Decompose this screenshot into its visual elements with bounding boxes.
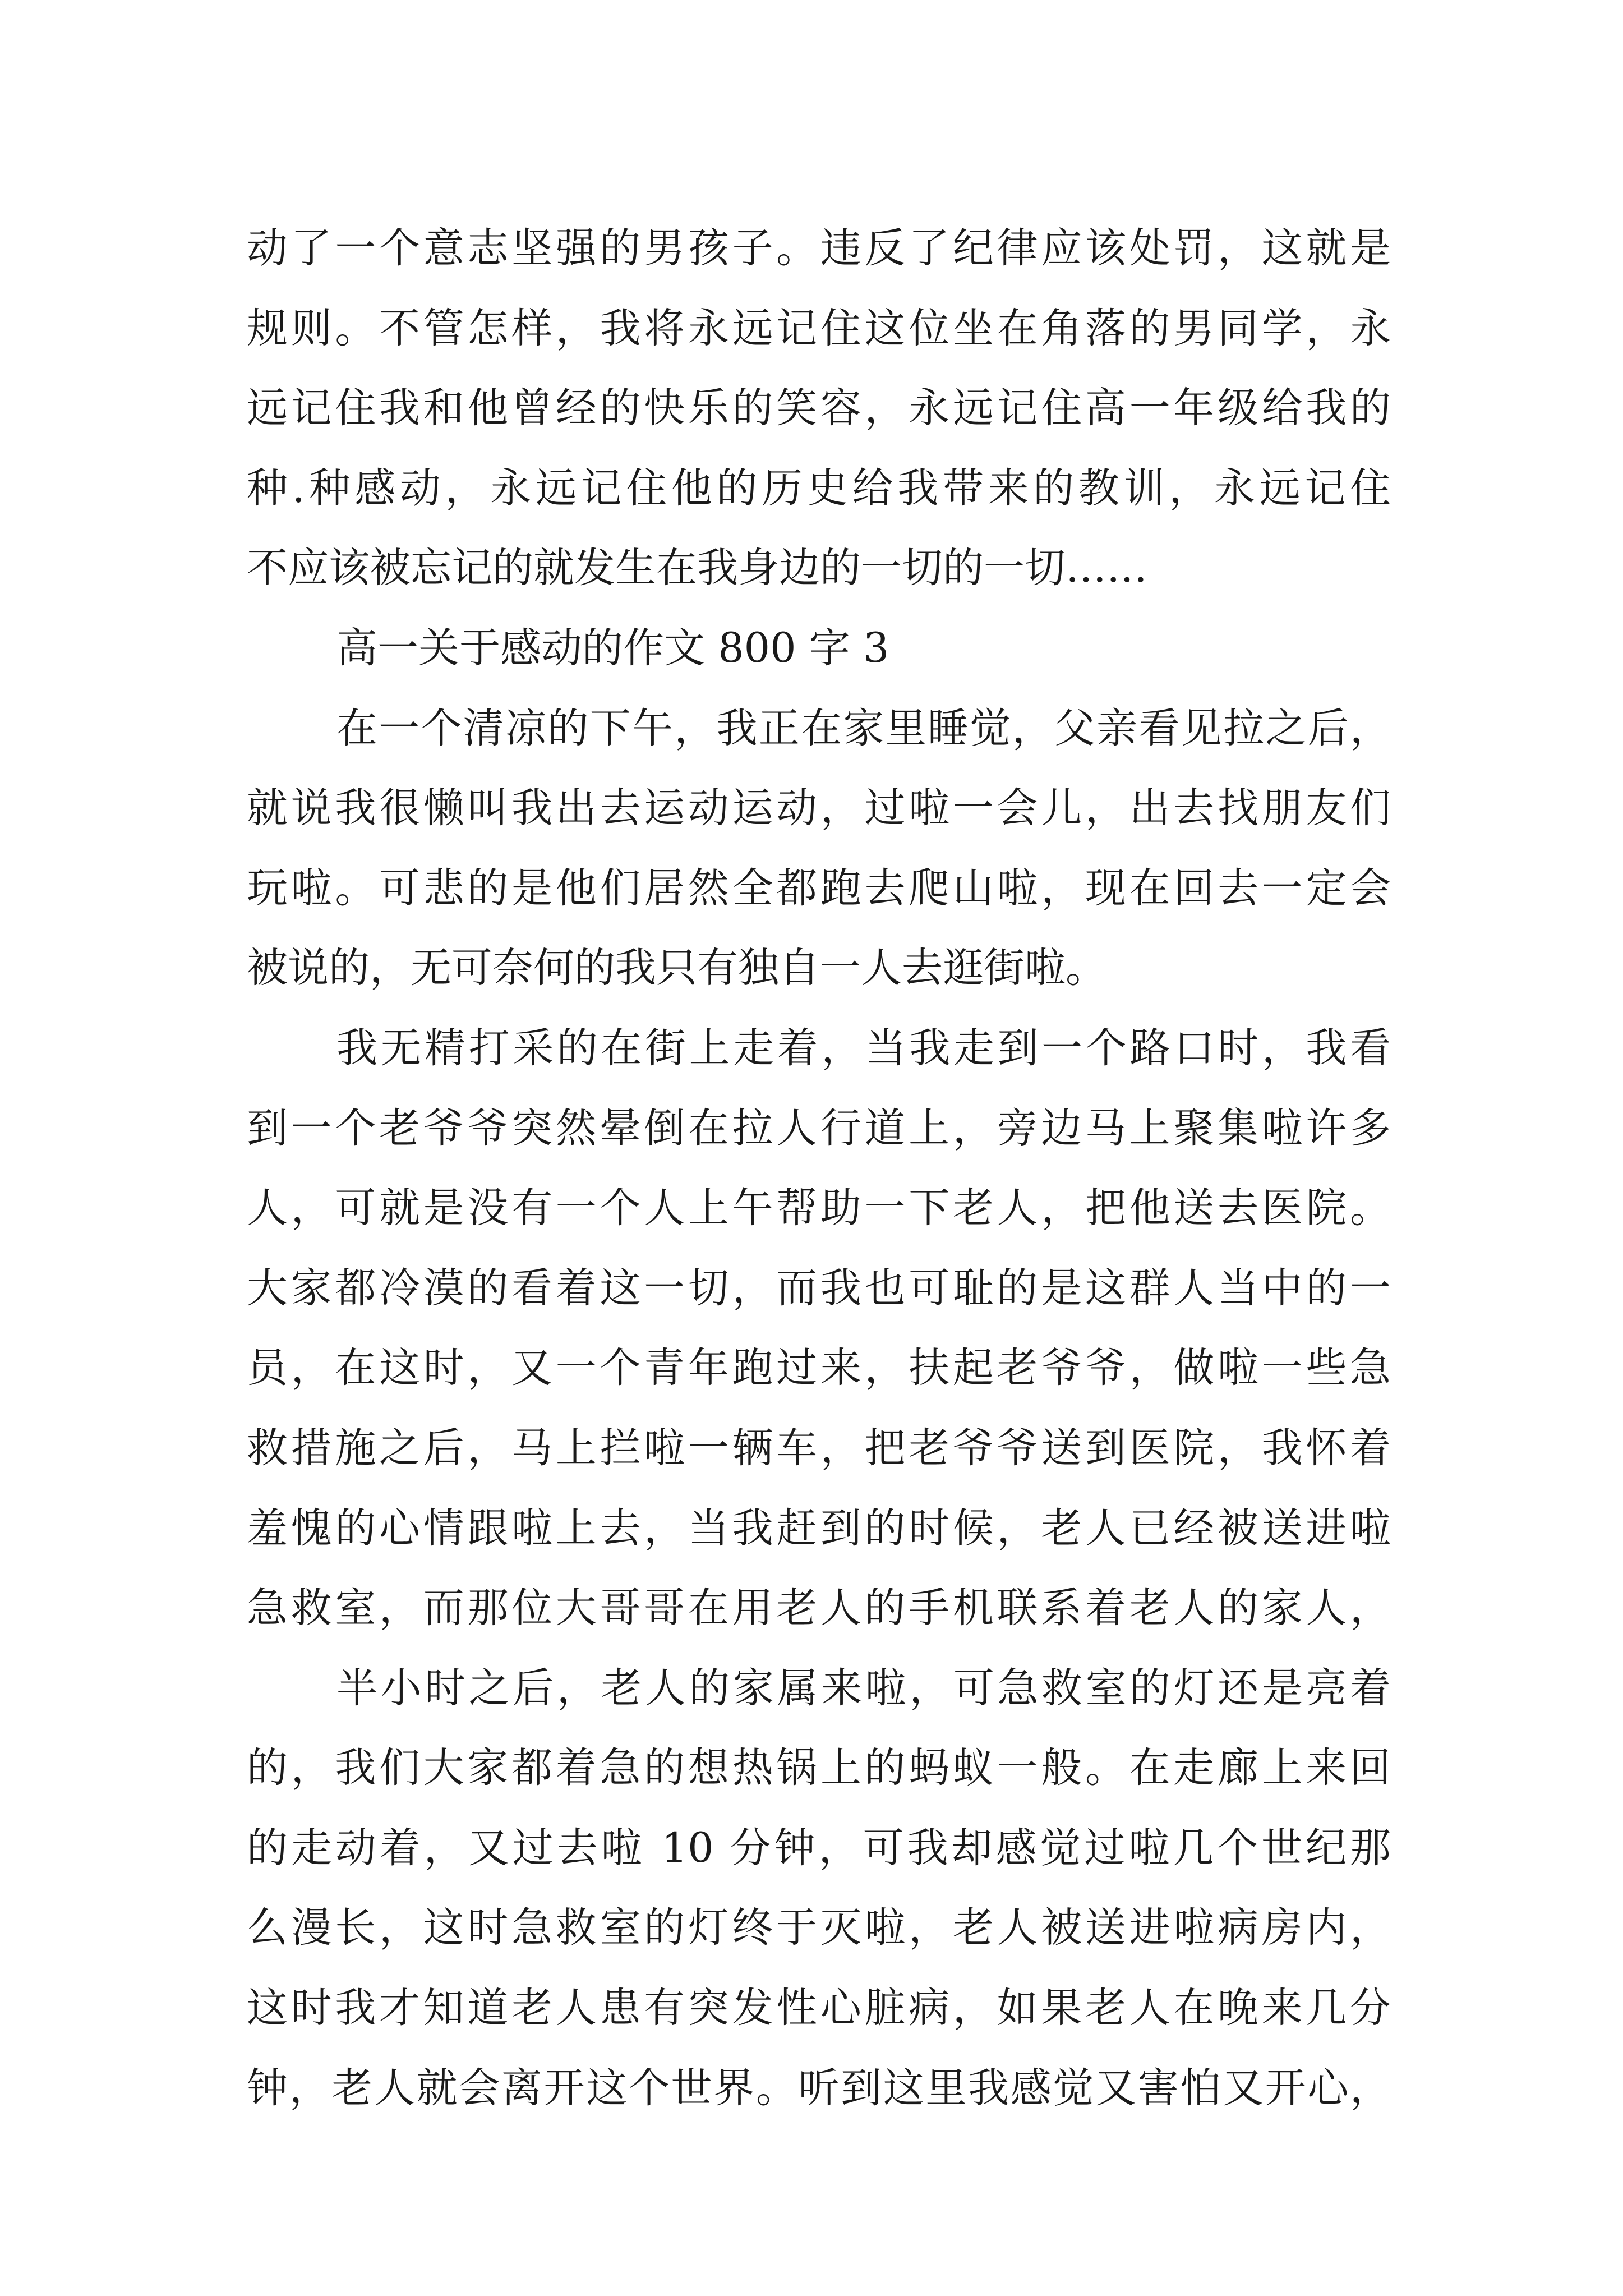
text-line: 就说我很懒叫我出去运动运动，过啦一会儿，出去找朋友们 [247,784,1391,832]
text-line: 的，我们大家都着急的想热锅上的蚂蚁一般。在走廊上来回 [247,1744,1391,1792]
text-line: 的走动着，又过去啦 10 分钟，可我却感觉过啦几个世纪那 [247,1824,1391,1872]
section-heading: 高一关于感动的作文 800 字 3 [336,624,889,672]
text-line: 救措施之后，马上拦啦一辆车，把老爷爷送到医院，我怀着 [247,1424,1391,1472]
text-line: 动了一个意志坚强的男孩子。违反了纪律应该处罚，这就是 [247,224,1391,272]
text-line: 玩啦。可悲的是他们居然全都跑去爬山啦，现在回去一定会 [247,864,1391,912]
essay-body [247,209,1391,2128]
text-line: 远记住我和他曾经的快乐的笑容，永远记住高一年级给我的 [247,384,1391,432]
text-line: 在一个清凉的下午，我正在家里睡觉，父亲看见拉之后， [336,704,1391,752]
text-line: 员，在这时，又一个青年跑过来，扶起老爷爷，做啦一些急 [247,1344,1391,1392]
text-line: 我无精打采的在街上走着，当我走到一个路口时，我看 [336,1024,1391,1072]
text-line: 规则。不管怎样，我将永远记住这位坐在角落的男同学，永 [247,304,1391,352]
text-line: 钟，老人就会离开这个世界。听到这里我感觉又害怕又开心， [247,2064,1391,2112]
text-line: 急救室，而那位大哥哥在用老人的手机联系着老人的家人， [247,1584,1391,1632]
text-line: 这时我才知道老人患有突发性心脏病，如果老人在晚来几分 [247,1984,1391,2032]
text-line: 羞愧的心情跟啦上去，当我赶到的时候，老人已经被送进啦 [247,1504,1391,1552]
text-line: 人，可就是没有一个人上午帮助一下老人，把他送去医院。 [247,1184,1391,1232]
text-line: 半小时之后，老人的家属来啦，可急救室的灯还是亮着 [336,1664,1391,1712]
text-line: 大家都冷漠的看着这一切，而我也可耻的是这群人当中的一 [247,1264,1391,1312]
text-line: 被说的，无可奈何的我只有独自一人去逛街啦。 [247,944,1106,992]
text-line: 种.种感动，永远记住他的历史给我带来的教训，永远记住 [247,464,1391,512]
text-line: 么漫长，这时急救室的灯终于灭啦，老人被送进啦病房内， [247,1904,1391,1952]
text-line: 不应该被忘记的就发生在我身边的一切的一切…… [247,544,1147,592]
text-line: 到一个老爷爷突然晕倒在拉人行道上，旁边马上聚集啦许多 [247,1104,1391,1152]
